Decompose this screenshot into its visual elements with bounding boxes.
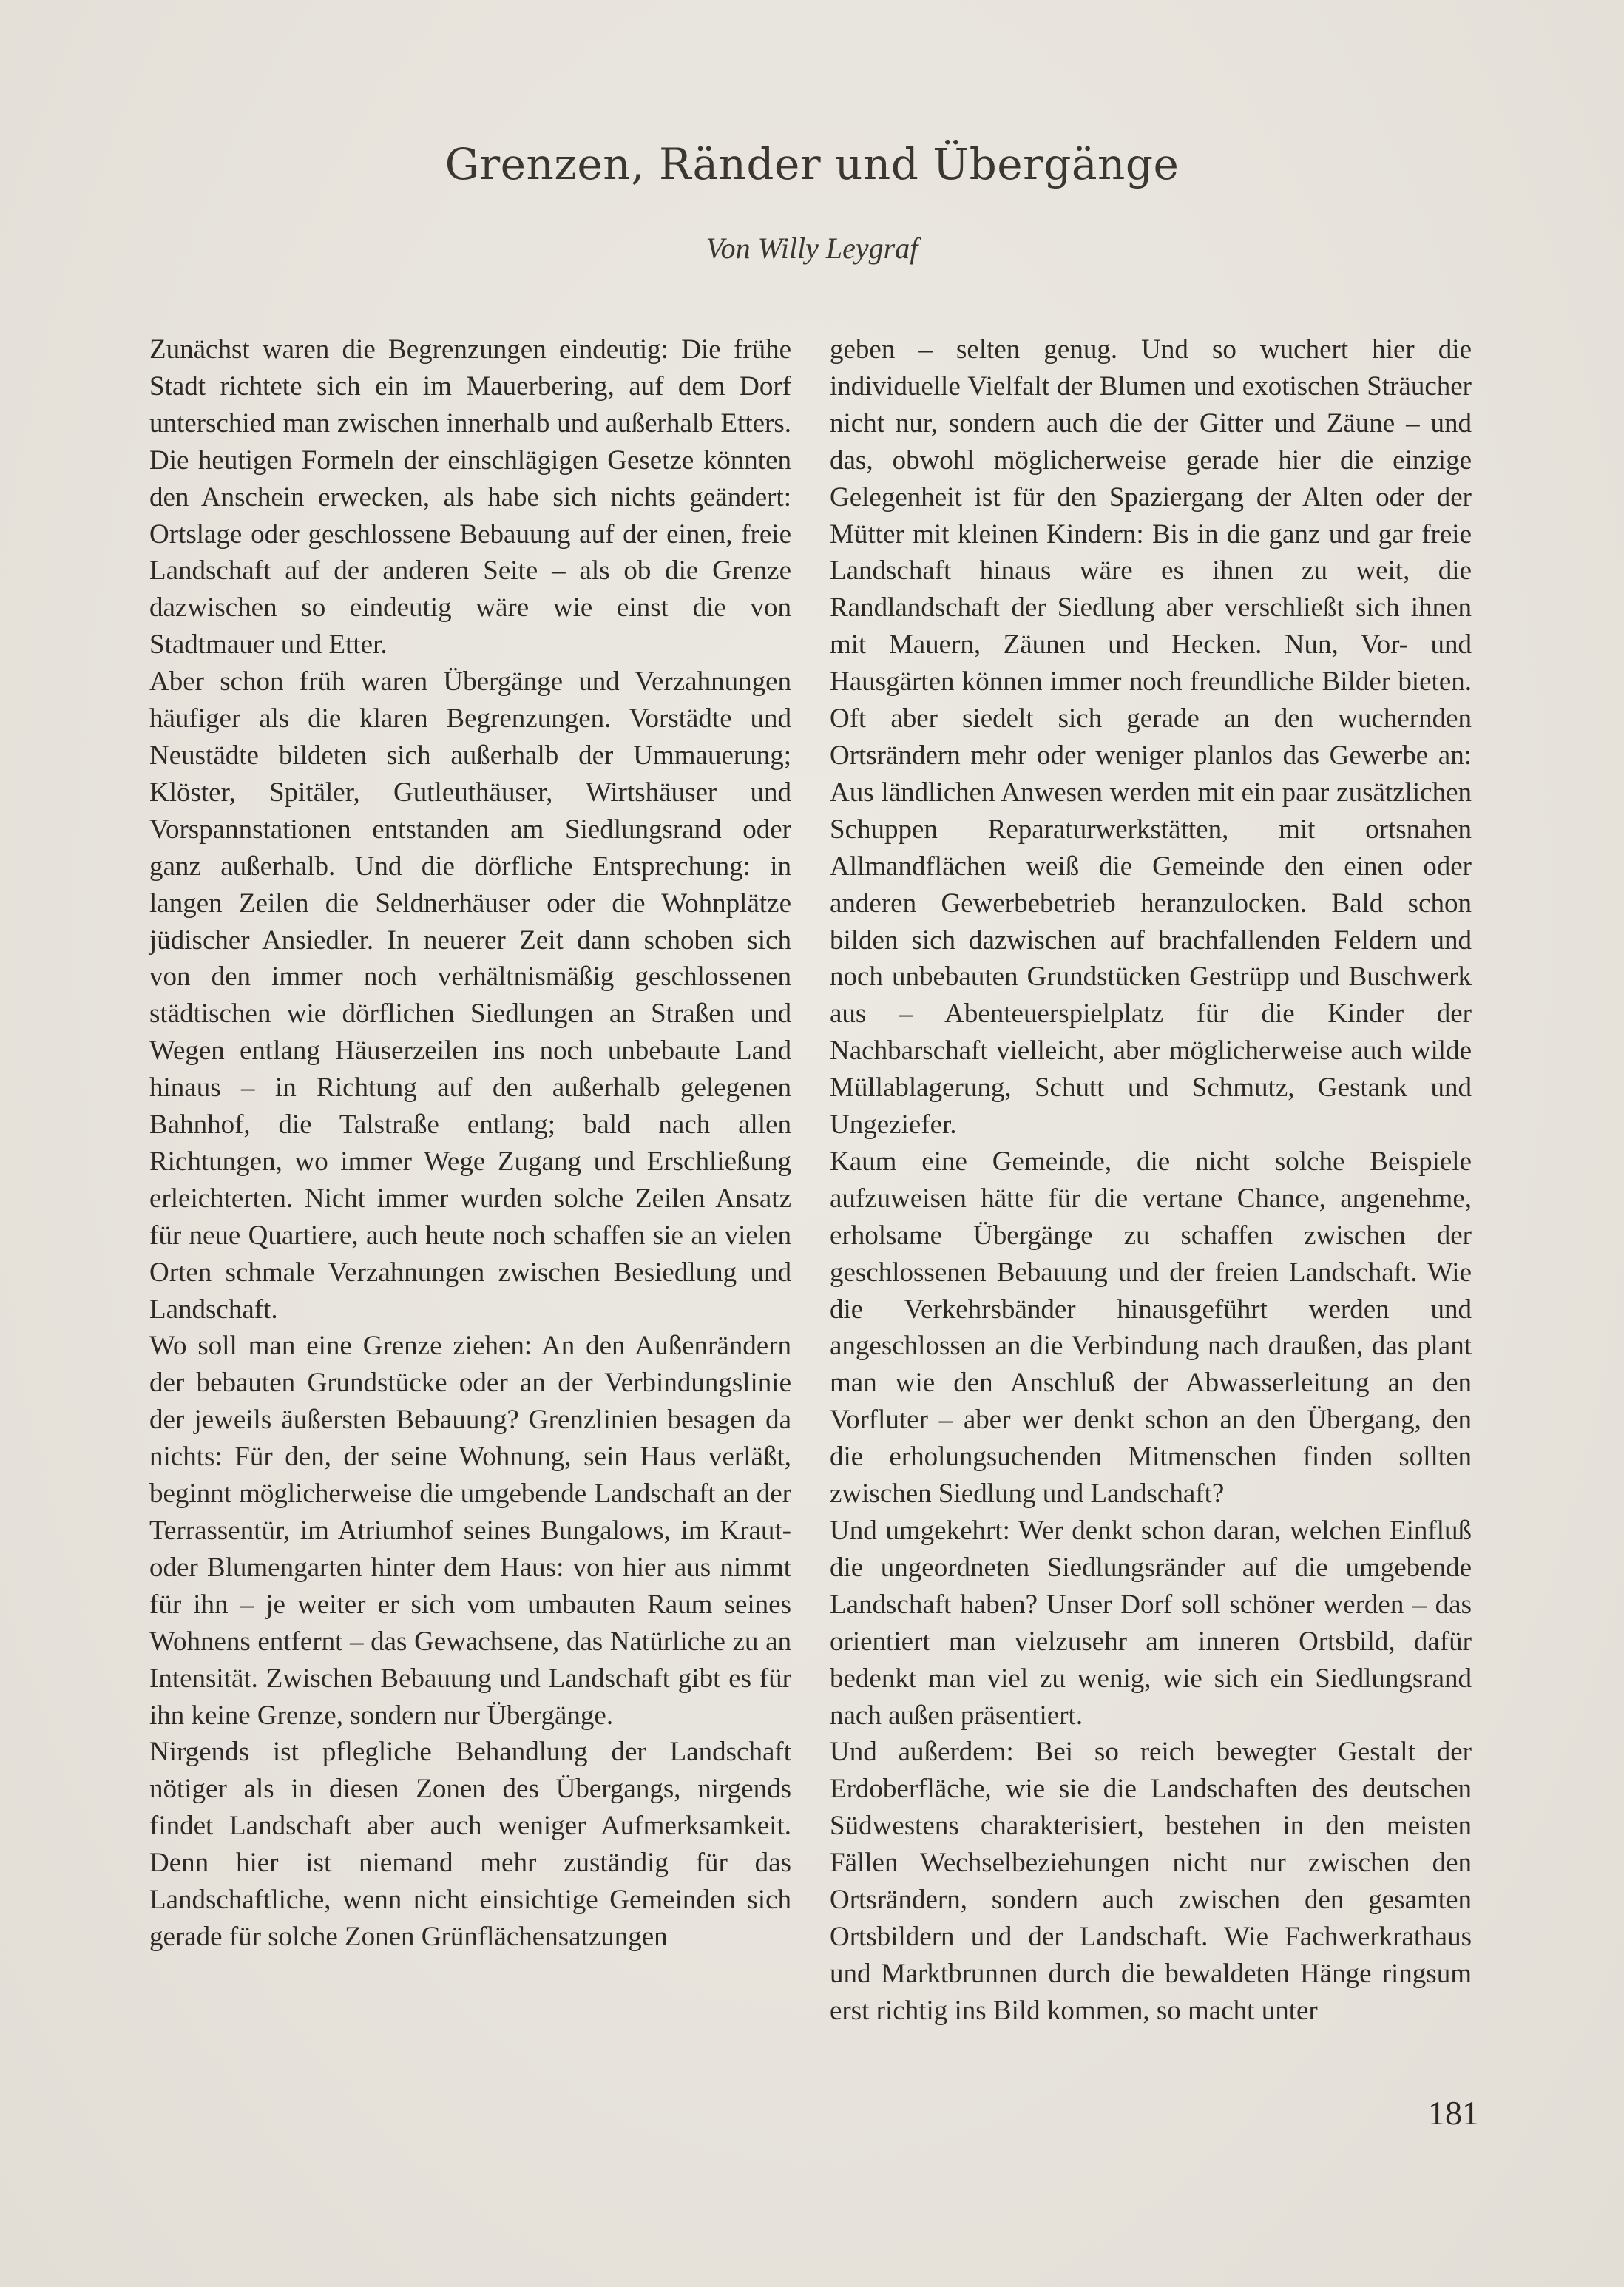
paragraph: Und außerdem: Bei so reich bewegter Gestalt der Erdoberfläche, wie sie die Landschaften des deutschen Südwestens charakterisiert, bestehen in den meisten Fällen Wechselbeziehungen nicht nur zwischen den Ortsrändern, sondern auch zwischen den gesamten Ortsbildern und der Landschaft. Wie Fachwerkrathaus und Marktbrunnen durch die bewaldeten Hänge ringsum erst richtig ins Bild kommen, so macht unter <box>830 1737 1472 2026</box>
paragraph: Nirgends ist pflegliche Behandlung der Landschaft nötiger als in diesen Zonen des Übergangs, nirgends findet Landschaft aber auch weniger Aufmerksamkeit. Denn hier ist niemand mehr zuständig für das Landschaftliche, wenn nicht einsichtige Gemeinden sich gerade für solche Zonen Grünflächensatzungen <box>149 1737 791 1952</box>
paragraph: Und umgekehrt: Wer denkt schon daran, welchen Einfluß die ungeordneten Siedlungsränder auf die umgebende Landschaft haben? Unser Dorf soll schöner werden – das orientiert man vielzusehr am inneren Ortsbild, dafür bedenkt man viel zu wenig, wie sich ein Siedlungsrand nach außen präsentiert. <box>830 1516 1472 1731</box>
article-byline: Von Willy Leygraf <box>706 232 918 265</box>
paragraph: Zunächst waren die Begrenzungen eindeutig: Die frühe Stadt richtete sich ein im Mauerbering, auf dem Dorf unterschied man zwischen innerhalb und außerhalb Etters. Die heutigen Formeln der einschlägigen Gesetze könnten den Anschein erwecken, als habe sich nichts geändert: Ortslage oder geschlossene Bebauung auf der einen, freie Landschaft auf der anderen Seite – als ob die Grenze dazwischen so eindeutig wäre wie einst die von Stadtmauer und Etter. <box>149 334 791 661</box>
paragraph: geben – selten genug. Und so wuchert hier die individuelle Vielfalt der Blumen und exotischen Sträucher nicht nur, sondern auch die der Gitter und Zäune – und das, obwohl möglicherweise gerade hier die einzige Gelegenheit ist für den Spaziergang der Alten oder der Mütter mit kleinen Kindern: Bis in die ganz und gar freie Landschaft hinaus wäre es ihnen zu weit, die Randlandschaft der Siedlung aber verschließt sich ihnen mit Mauern, Zäunen und Hecken. Nun, Vor- und Hausgärten können immer noch freundliche Bilder bieten. Oft aber siedelt sich gerade an den wuchernden Ortsrändern mehr oder weniger planlos das Gewerbe an: Aus ländlichen Anwesen werden mit ein paar zusätzlichen Schuppen Reparaturwerkstätten, mit ortsnahen Allmandflächen weiß die Gemeinde den einen oder anderen Gewerbebetrieb heranzulocken. Bald schon bilden sich dazwischen auf brachfallenden Feldern und noch unbebauten Grundstücken Gestrüpp und Buschwerk aus – Abenteuerspielplatz für die Kinder der Nachbarschaft vielleicht, aber möglicherweise auch wilde Müllablagerung, Schutt und Schmutz, Gestank und Ungeziefer. <box>830 334 1472 1141</box>
right-text-column <box>830 331 1472 2030</box>
paragraph: Kaum eine Gemeinde, die nicht solche Beispiele aufzuweisen hätte für die vertane Chance, angenehme, erholsame Übergänge zu schaffen zwischen der geschlossenen Bebauung und der freien Landschaft. Wie die Verkehrsbänder hinausgeführt werden und angeschlossen an die Verbindung nach draußen, das plant man wie den Anschluß der Abwasserleitung an den Vorfluter – aber wer denkt schon an den Übergang, den die erholungsuchenden Mitmenschen finden sollten zwischen Siedlung und Landschaft? <box>830 1146 1472 1510</box>
paragraph: Wo soll man eine Grenze ziehen: An den Außenrändern der bebauten Grundstücke oder an der Verbindungslinie der jeweils äußersten Bebauung? Grenzlinien besagen da nichts: Für den, der seine Wohnung, sein Haus verläßt, beginnt möglicherweise die umgebende Landschaft an der Terrassentür, im Atriumhof seines Bungalows, im Kraut- oder Blumengarten hinter dem Haus: von hier aus nimmt für ihn – je weiter er sich vom umbauten Raum seines Wohnens entfernt – das Gewachsene, das Natürliche zu an Intensität. Zwischen Bebauung und Landschaft gibt es für ihn keine Grenze, sondern nur Übergänge. <box>149 1331 791 1731</box>
paragraph: Aber schon früh waren Übergänge und Verzahnungen häufiger als die klaren Begrenzungen. Vorstädte und Neustädte bildeten sich außerhalb der Ummauerung; Klöster, Spitäler, Gutleuthäuser, Wirtshäuser und Vorspannstationen entstanden am Siedlungsrand oder ganz außerhalb. Und die dörfliche Entsprechung: in langen Zeilen die Seldnerhäuser oder die Wohnplätze jüdischer Ansiedler. In neuerer Zeit dann schoben sich von den immer noch verhältnismäßig geschlossenen städtischen wie dörflichen Siedlungen an Straßen und Wegen entlang Häuserzeilen ins noch unbebaute Land hinaus – in Richtung auf den außerhalb gelegenen Bahnhof, die Talstraße entlang; bald nach allen Richtungen, wo immer Wege Zugang und Erschließung erleichterten. Nicht immer wurden solche Zeilen Ansatz für neue Quartiere, auch heute noch schaffen sie an vielen Orten schmale Verzahnungen zwischen Besiedlung und Landschaft. <box>149 666 791 1325</box>
left-text-column <box>149 331 791 1956</box>
page-number: 181 <box>1428 2094 1479 2132</box>
article-title: Grenzen, Ränder und Übergänge <box>444 139 1180 189</box>
